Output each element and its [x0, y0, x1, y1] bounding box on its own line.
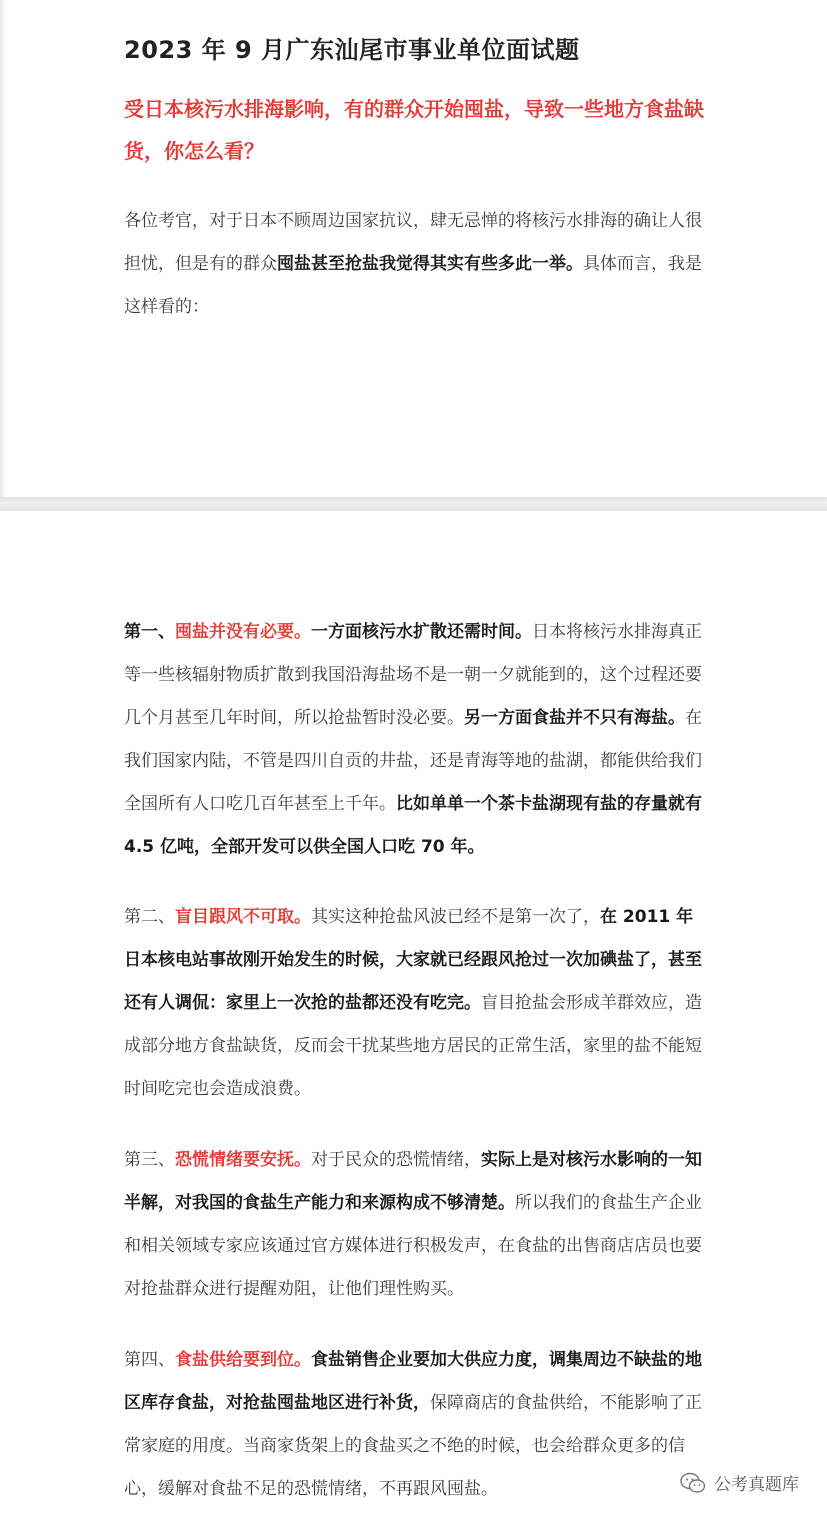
- p2-text-2: 盲目抢盐会形成羊群效应，造成部分地方食盐缺货，反而会干扰某些地方居民的正常生活，家里的盐不能短时间吃完也会造成浪费。: [124, 993, 702, 1099]
- p4-text-1: 保障商店的食盐供给，不能影响了正常家庭的用度。当商家货架上的食盐买之不绝的时候，也会给群众更多的信心，缓解对食盐不足的恐慌情绪，不再跟风囤盐。: [124, 1393, 702, 1499]
- p1-text-1: 日本将核污水排海真正等一些核辐射物质扩散到我国沿海盐场不是一朝一夕就能到的，这个过程还要几个月甚至几年时间，所以抢盐暂时没必要。: [124, 622, 702, 728]
- page-bottom: [0, 511, 827, 1517]
- intro-text-1: 各位考官，对于日本不顾周边国家抗议，肆无忌惮的将核污水排海的确让人很担忧，但是有的群众: [124, 211, 702, 274]
- page-title: 2023 年 9 月广东汕尾市事业单位面试题: [124, 36, 580, 64]
- paragraph-4: [124, 1339, 709, 1511]
- p2-lead: 第二、: [124, 907, 175, 927]
- paragraph-1: [124, 611, 709, 869]
- p1-heading: 囤盐并没有必要。: [175, 622, 311, 642]
- p1-bold-3: 比如单单一个茶卡盐湖现有盐的存量就有 4.5 亿吨，全部开发可以供全国人口吃 70 年。: [124, 794, 702, 857]
- p3-text-1: 对于民众的恐慌情绪，: [311, 1150, 481, 1170]
- p2-heading: 盲目跟风不可取。: [175, 907, 311, 927]
- p4-heading: 食盐供给要到位。: [175, 1350, 311, 1370]
- page-top: [0, 0, 827, 497]
- watermark-text: 公考真题库: [714, 1475, 799, 1495]
- p3-bold-1: 实际上是对核污水影响的一知半解，对我国的食盐生产能力和来源构成不够清楚。: [124, 1150, 702, 1213]
- p1-bold-2: 另一方面食盐并不只有海盐。: [464, 708, 685, 728]
- intro-paragraph: [124, 200, 709, 329]
- wechat-icon: [680, 1472, 706, 1494]
- page-edge-shadow: [0, 0, 6, 497]
- page-divider: [0, 497, 827, 511]
- question-text: 受日本核污水排海影响，有的群众开始囤盐，导致一些地方食盐缺货，你怎么看？: [124, 97, 704, 163]
- p4-lead: 第四、: [124, 1350, 175, 1370]
- p3-heading: 恐慌情绪要安抚。: [175, 1150, 311, 1170]
- p1-bold-1: 一方面核污水扩散还需时间。: [311, 622, 532, 642]
- p4-bold-1: 食盐销售企业要加大供应力度，调集周边不缺盐的地区库存食盐，对抢盐囤盐地区进行补货，: [124, 1350, 702, 1413]
- intro-bold-1: 囤盐甚至抢盐我觉得其实有些多此一举。: [277, 254, 583, 274]
- paragraph-3: [124, 1139, 709, 1311]
- p1-text-2: 在我们国家内陆，不管是四川自贡的井盐，还是青海等地的盐湖，都能供给我们全国所有人口吃几百年甚至上千年。: [124, 708, 702, 814]
- p3-lead: 第三、: [124, 1150, 175, 1170]
- p2-text-1: 其实这种抢盐风波已经不是第一次了，: [311, 907, 600, 927]
- intro-text-2: 具体而言，我是这样看的：: [124, 254, 702, 317]
- watermark: [680, 1470, 799, 1495]
- p2-bold-1: 在 2011 年日本核电站事故刚开始发生的时候，大家就已经跟风抢过一次加碘盐了，甚至还有人调侃：家里上一次抢的盐都还没有吃完。: [124, 907, 702, 1013]
- p1-lead: 第一、: [124, 622, 175, 642]
- p3-text-2: 所以我们的食盐生产企业和相关领域专家应该通过官方媒体进行积极发声，在食盐的出售商店店员也要对抢盐群众进行提醒劝阻，让他们理性购买。: [124, 1193, 702, 1299]
- paragraph-2: [124, 896, 709, 1111]
